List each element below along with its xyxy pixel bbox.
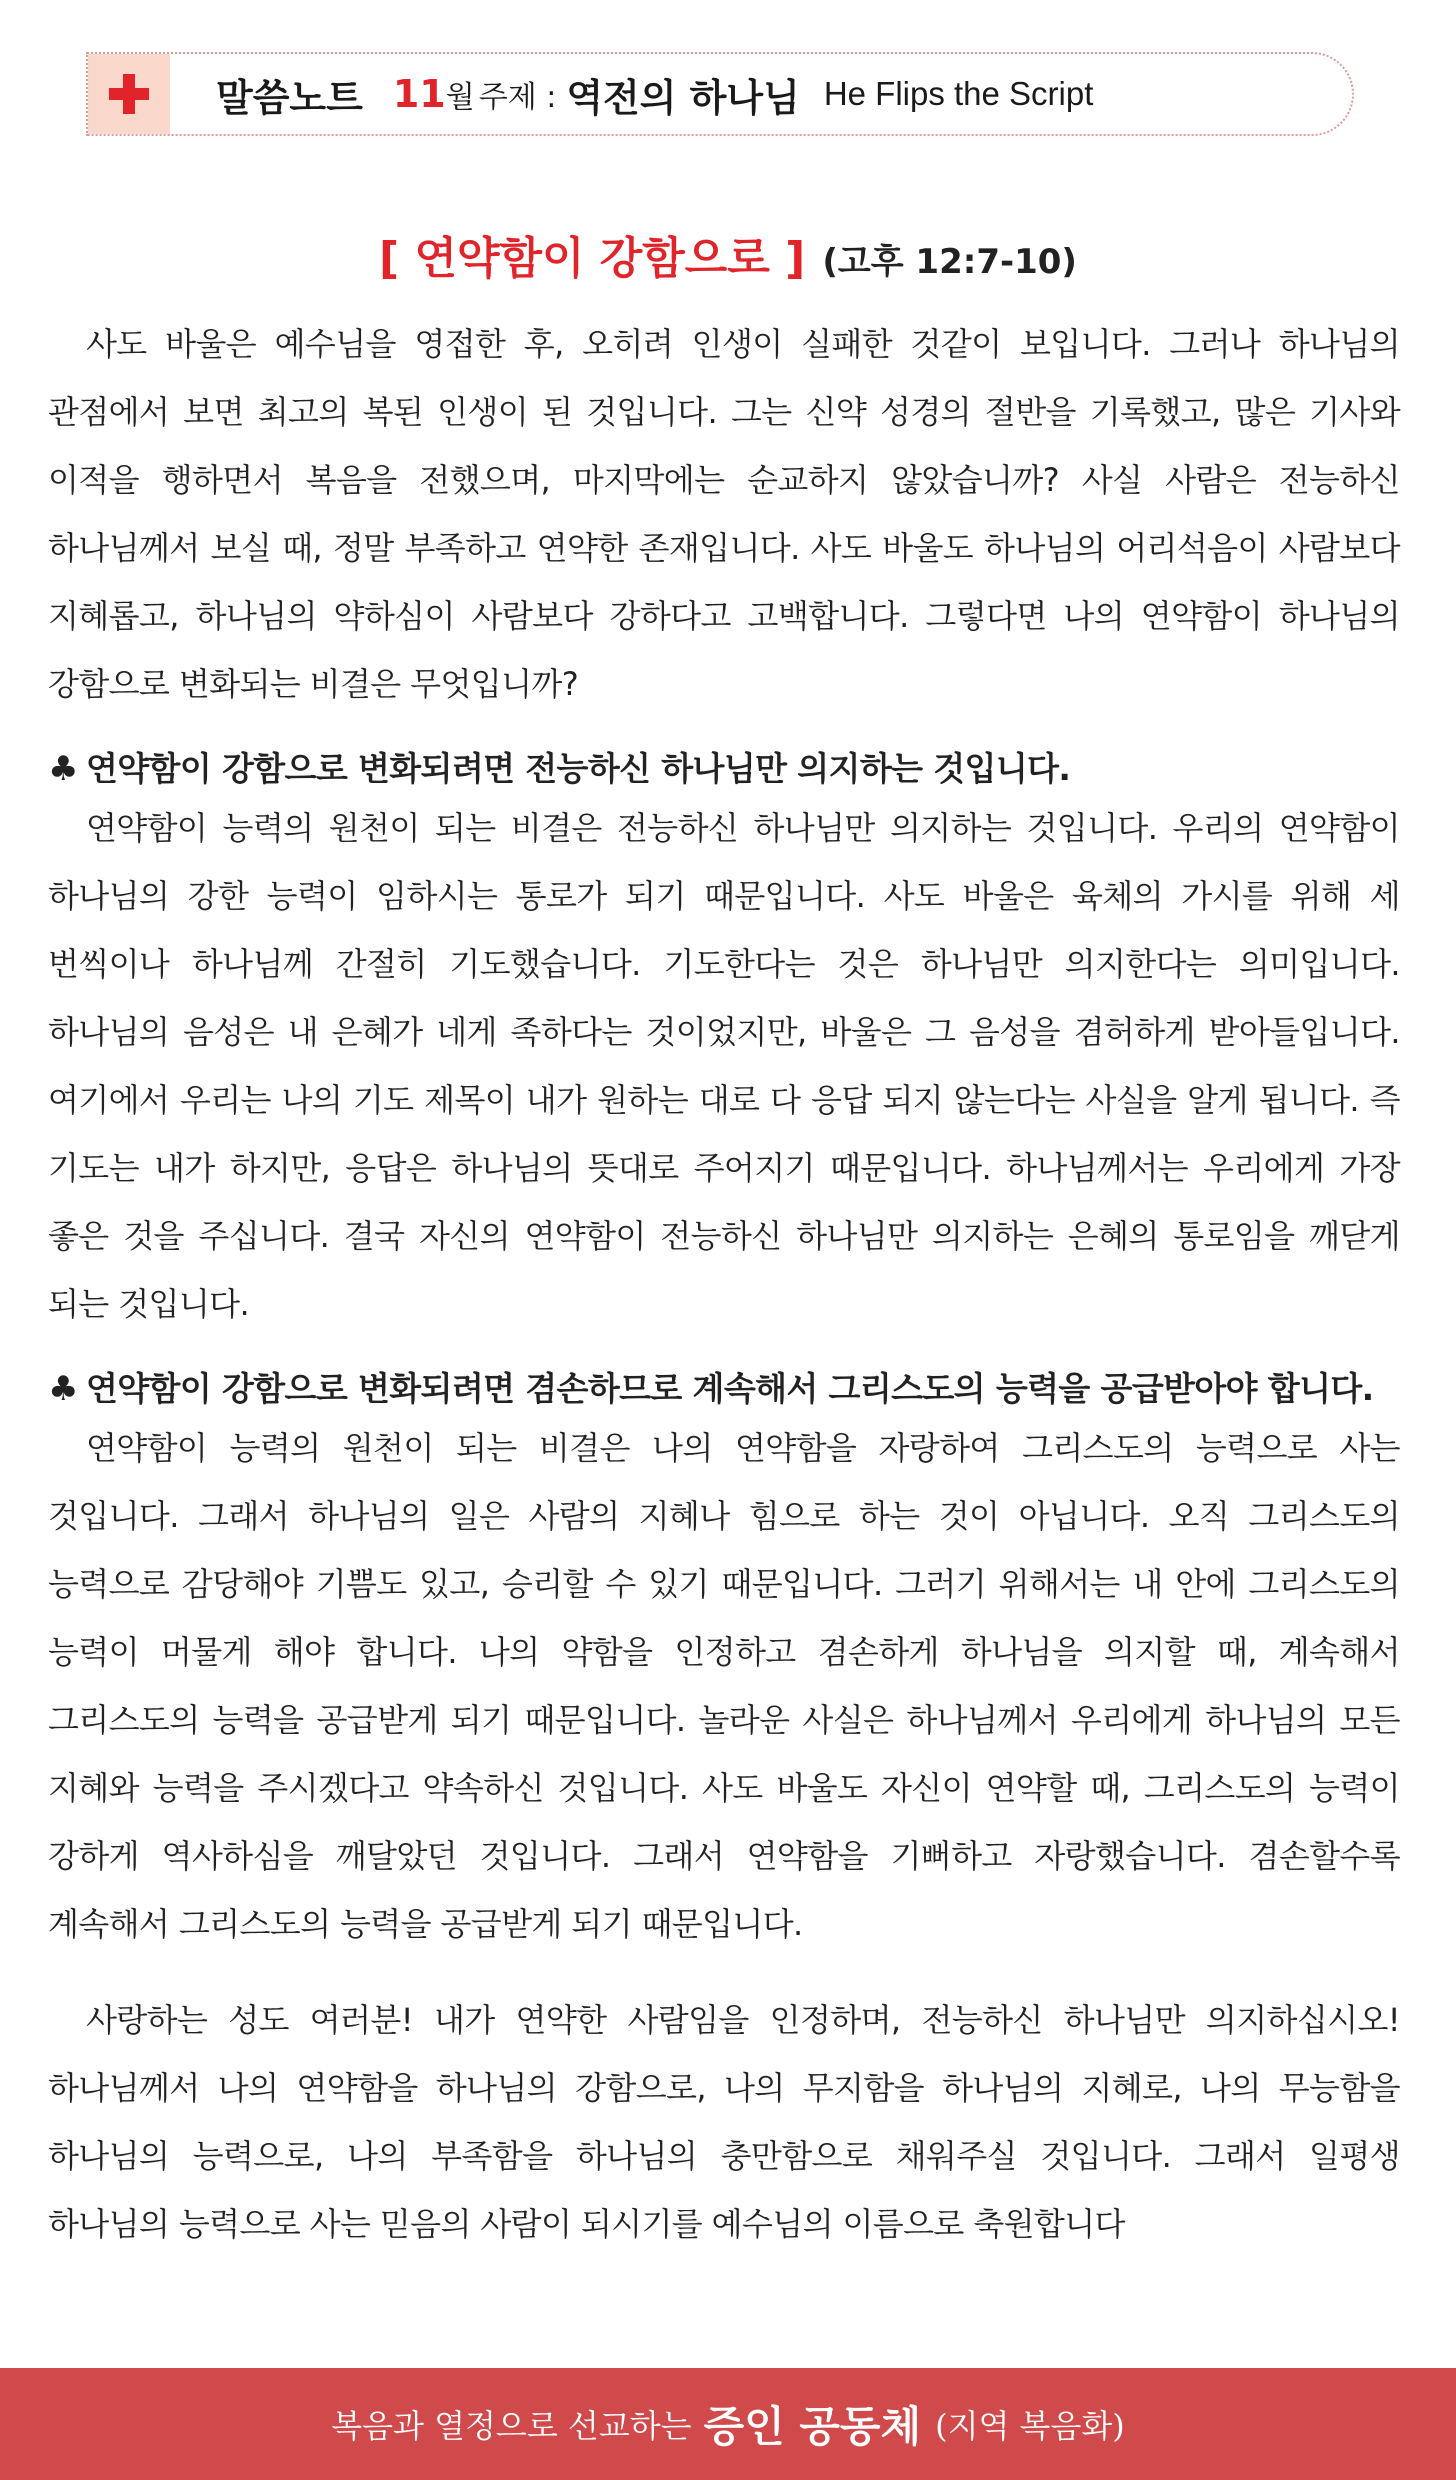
point-body-1: 연약함이 능력의 원천이 되는 비결은 전능하신 하나님만 의지하는 것입니다. 우리의 연약함이 하나님의 강한 능력이 임하시는 통로가 되기 때문입니다. 사도 바울은 육체의 가시를 위해 세 번씩이나 하나님께 간절히 기도했습니다. 기도한다는 것은 하나님만 의지한다는 의미입니다. 하나님의 음성은 내 은혜가 네게 족하다는 것이었지만, 바울은 그 음성을 겸허하게 받아들입니다. 여기에서 우리는 나의 기도 제목이 내가 원하는 대로 다 응답 되지 않는다는 사실을 알게 됩니다. 즉 기도는 내가 하지만, 응답은 하나님의 뜻대로 주어지기 때문입니다. 하나님께서는 우리에게 가장 좋은 것을 주십니다. 결국 자신의 연약함이 전능하신 하나님만 의지하는 은혜의 통로임을 깨닫게 되는 것입니다. — [48, 809, 1400, 1323]
footer-note: (지역 복음화) — [935, 2407, 1125, 2445]
point-heading-1 — [48, 744, 1400, 794]
footer-banner — [0, 2368, 1456, 2480]
cross-icon-box — [88, 54, 170, 134]
footer-community: 증인 공동체 — [703, 2402, 922, 2451]
intro-paragraph: 사도 바울은 예수님을 영접한 후, 오히려 인생이 실패한 것같이 보입니다. 그러나 하나님의 관점에서 보면 최고의 복된 인생이 된 것입니다. 그는 신약 성경의 절반을 기록했고, 많은 기사와 이적을 행하면서 복음을 전했으며, 마지막에는 순교하지 않았습니까? 사실 사람은 전능하신 하나님께서 보실 때, 정말 부족하고 연약한 존재입니다. 사도 바울도 하나님의 어리석음이 사람보다 지혜롭고, 하나님의 약하심이 사람보다 강하다고 고백합니다. 그렇다면 나의 연약함이 하나님의 강함으로 변화되는 비결은 무엇입니까? — [48, 325, 1400, 703]
point-heading-text: 연약함이 강함으로 변화되려면 전능하신 하나님만 의지하는 것입니다. — [86, 749, 1071, 788]
sermon-title-row — [0, 222, 1456, 286]
month-label: 월 — [445, 80, 475, 115]
cross-icon — [109, 74, 149, 114]
theme-title: 역전의 하나님 — [566, 75, 800, 120]
club-icon: ♣ — [48, 1369, 78, 1409]
scripture-reference: (고후 12:7-10) — [822, 242, 1077, 282]
point-heading-text: 연약함이 강함으로 변화되려면 겸손하므로 계속해서 그리스도의 능력을 공급받아야 합니다. — [86, 1369, 1374, 1408]
footer-slogan: 복음과 열정으로 선교하는 — [331, 2407, 692, 2445]
theme-label: 주제 : — [478, 80, 557, 115]
closing-paragraph: 사랑하는 성도 여러분! 내가 연약한 사람임을 인정하며, 전능하신 하나님만 의지하십시오! 하나님께서 나의 연약함을 하나님의 강함으로, 나의 무지함을 하나님의 지혜로, 나의 무능함을 하나님의 능력으로, 나의 부족함을 하나님의 충만함으로 채워주실 것입니다. 그래서 일평생 하나님의 능력으로 사는 믿음의 사람이 되시기를 예수님의 이름으로 축원합니다 — [48, 2001, 1400, 2243]
header-text — [216, 54, 1093, 134]
sermon-title: [ 연약함이 강함으로 ] — [379, 233, 806, 284]
point-body-2: 연약함이 능력의 원천이 되는 비결은 나의 연약함을 자랑하여 그리스도의 능력으로 사는 것입니다. 그래서 하나님의 일은 사람의 지혜나 힘으로 하는 것이 아닙니다. 오직 그리스도의 능력으로 감당해야 기쁨도 있고, 승리할 수 있기 때문입니다. 그러기 위해서는 내 안에 그리스도의 능력이 머물게 해야 합니다. 나의 약함을 인정하고 겸손하게 하나님을 의지할 때, 계속해서 그리스도의 능력을 공급받게 되기 때문입니다. 놀라운 사실은 하나님께서 우리에게 하나님의 모든 지혜와 능력을 주시겠다고 약속하신 것입니다. 사도 바울도 자신이 연약할 때, 그리스도의 능력이 강하게 역사하심을 깨달았던 것입니다. 그래서 연약함을 기뻐하고 자랑했습니다. 겸손할수록 계속해서 그리스도의 능력을 공급받게 되기 때문입니다. — [48, 1429, 1400, 1943]
month-number: 11 — [392, 72, 446, 116]
header-banner — [86, 52, 1354, 136]
club-icon: ♣ — [48, 749, 78, 789]
sermon-body — [48, 310, 1400, 2258]
point-heading-2 — [48, 1364, 1400, 1414]
brand-title: 말씀노트 — [216, 75, 363, 120]
theme-english: He Flips the Script — [823, 75, 1094, 112]
